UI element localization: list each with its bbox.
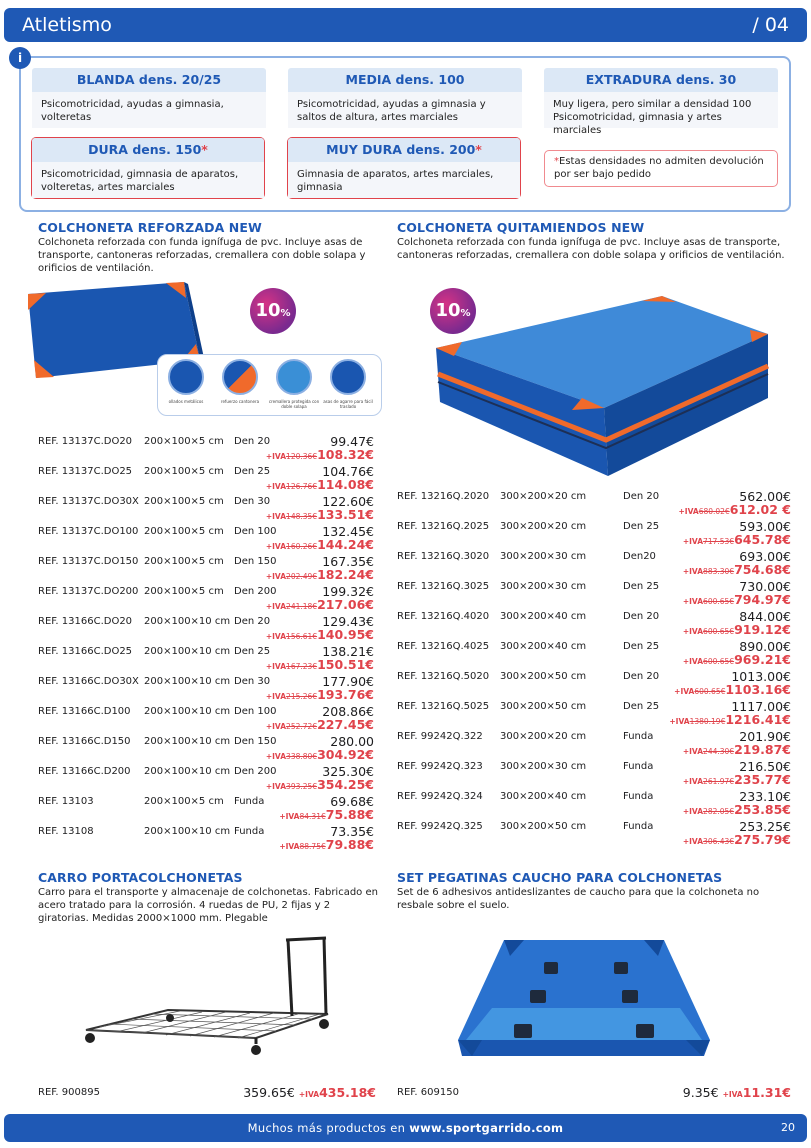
product-iva-price: +IVA338.80€304.92€ bbox=[265, 747, 374, 762]
carro-title: CARRO PORTACOLCHONETAS bbox=[38, 870, 243, 885]
eyelet-icon bbox=[168, 359, 204, 395]
product-ref: REF. 13166C.DO30X bbox=[38, 676, 139, 687]
feature-label: cremallera protegida con doble solapa bbox=[268, 399, 320, 409]
product-ref: REF. 13216Q.3020 bbox=[397, 551, 490, 562]
pegatinas-image bbox=[452, 936, 714, 1058]
pegatinas-title: SET PEGATINAS CAUCHO PARA COLCHONETAS bbox=[397, 870, 723, 885]
feature-label: refuerzo cantonera bbox=[220, 399, 260, 404]
info-icon: i bbox=[9, 47, 31, 69]
product-row bbox=[397, 819, 791, 849]
product-density: Den20 bbox=[623, 551, 656, 562]
product-ref: REF. 13137C.DO150 bbox=[38, 556, 139, 567]
product-row bbox=[38, 434, 374, 464]
product-ref: REF. 13137C.DO100 bbox=[38, 526, 139, 537]
product-density: Den 25 bbox=[623, 641, 660, 652]
product-iva-price: +IVA261.97€235.77€ bbox=[682, 772, 791, 787]
chapter-number: / 04 bbox=[752, 14, 789, 36]
quitamiendos-discount-badge: 10% bbox=[430, 288, 476, 334]
product-price: 129.43€ bbox=[322, 614, 374, 629]
corner-icon bbox=[222, 359, 258, 395]
product-dimensions: 300×200×30 cm bbox=[500, 551, 587, 562]
product-row bbox=[397, 669, 791, 699]
product-density: Den 30 bbox=[234, 676, 271, 687]
product-row bbox=[38, 524, 374, 554]
product-row bbox=[38, 824, 374, 854]
product-ref: REF. 13137C.DO30X bbox=[38, 496, 139, 507]
product-row bbox=[38, 674, 374, 704]
product-row bbox=[397, 729, 791, 759]
density-media bbox=[288, 68, 522, 128]
product-dimensions: 200×100×5 cm bbox=[144, 496, 224, 507]
product-iva-price: +IVA84.31€75.88€ bbox=[279, 807, 374, 822]
product-density: Funda bbox=[234, 826, 265, 837]
density-desc: Gimnasia de aparatos, artes marciales, gimnasia bbox=[288, 162, 520, 198]
product-iva-price: +IVA306.43€275.79€ bbox=[682, 832, 791, 847]
product-dimensions: 200×100×10 cm bbox=[144, 766, 231, 777]
product-dimensions: 300×200×50 cm bbox=[500, 671, 587, 682]
product-iva-price: +IVA282.05€253.85€ bbox=[682, 802, 791, 817]
product-dimensions: 300×200×30 cm bbox=[500, 581, 587, 592]
product-dimensions: 300×200×40 cm bbox=[500, 791, 587, 802]
product-row bbox=[38, 614, 374, 644]
product-density: Den 25 bbox=[234, 646, 271, 657]
product-density: Funda bbox=[623, 731, 654, 742]
product-ref: REF. 13137C.DO25 bbox=[38, 466, 133, 477]
header-bar bbox=[4, 8, 807, 42]
product-row bbox=[38, 794, 374, 824]
product-price: 1117.00€ bbox=[731, 699, 791, 714]
product-row bbox=[38, 734, 374, 764]
product-iva-price: +IVA88.75€79.88€ bbox=[279, 837, 374, 852]
product-iva-price: +IVA252.72€227.45€ bbox=[265, 717, 374, 732]
product-ref: REF. 13166C.DO25 bbox=[38, 646, 133, 657]
product-iva-price: +IVA1380.19€1216.41€ bbox=[669, 712, 791, 727]
product-density: Den 25 bbox=[234, 466, 271, 477]
product-density: Funda bbox=[623, 761, 654, 772]
product-iva-price: +IVA717.53€645.78€ bbox=[682, 532, 791, 547]
product-ref: REF. 99242Q.322 bbox=[397, 731, 483, 742]
product-row bbox=[38, 704, 374, 734]
product-price: 693.00€ bbox=[739, 549, 791, 564]
product-ref: REF. 99242Q.324 bbox=[397, 791, 483, 802]
density-desc: Psicomotricidad, ayudas a gimnasia y saltos de altura, artes marciales bbox=[288, 92, 522, 128]
product-row bbox=[38, 494, 374, 524]
product-density: Den 30 bbox=[234, 496, 271, 507]
reforzada-desc: Colchoneta reforzada con funda ignífuga de pvc. Incluye asas de transporte, cantoneras reforzadas, cremallera con doble solapa y orificios de ventilación. bbox=[38, 237, 366, 274]
product-dimensions: 300×200×40 cm bbox=[500, 611, 587, 622]
product-price: 562.00€ bbox=[739, 489, 791, 504]
product-row bbox=[397, 789, 791, 819]
product-ref: REF. 13166C.D150 bbox=[38, 736, 131, 747]
website-link[interactable]: www.sportgarrido.com bbox=[409, 1121, 564, 1135]
product-row bbox=[38, 464, 374, 494]
product-dimensions: 300×200×30 cm bbox=[500, 761, 587, 772]
zipper-icon bbox=[276, 359, 312, 395]
product-price: 730.00€ bbox=[739, 579, 791, 594]
product-dimensions: 200×100×5 cm bbox=[144, 436, 224, 447]
product-ref: REF. 13137C.DO200 bbox=[38, 586, 139, 597]
product-iva-price: +IVA244.30€219.87€ bbox=[682, 742, 791, 757]
product-density: Den 200 bbox=[234, 586, 277, 597]
feature-label: ollados metálicos bbox=[168, 399, 204, 404]
product-price: 167.35€ bbox=[322, 554, 374, 569]
return-note: *Estas densidades no admiten devolución por ser bajo pedido bbox=[544, 150, 778, 187]
product-iva-price: +IVA883.30€754.68€ bbox=[682, 562, 791, 577]
footer-bar bbox=[4, 1114, 807, 1142]
carro-desc: Carro para el transporte y almacenaje de colchonetas. Fabricado en acero tratado para la corrosión. 4 ruedas de PU, 2 fijas y 2 giratorias. Medidas 2000×1000 mm. Plegable bbox=[38, 887, 378, 924]
product-density: Den 20 bbox=[623, 671, 660, 682]
product-density: Den 20 bbox=[623, 611, 660, 622]
product-dimensions: 200×100×10 cm bbox=[144, 706, 231, 717]
product-price: 177.90€ bbox=[322, 674, 374, 689]
handle-icon bbox=[330, 359, 366, 395]
product-density: Den 150 bbox=[234, 736, 277, 747]
pegatinas-desc: Set de 6 adhesivos antideslizantes de caucho para que la colchoneta no resbale sobre el suelo. bbox=[397, 887, 760, 911]
reforzada-features-box bbox=[157, 354, 382, 416]
footer-text: Muchos más productos en www.sportgarrido.com bbox=[247, 1121, 564, 1135]
product-dimensions: 200×100×10 cm bbox=[144, 676, 231, 687]
product-dimensions: 300×200×20 cm bbox=[500, 731, 587, 742]
product-iva-price: +IVA156.61€140.95€ bbox=[265, 627, 374, 642]
product-iva-price: +IVA126.76€114.08€ bbox=[265, 477, 374, 492]
product-density: Den 20 bbox=[234, 436, 271, 447]
product-ref: REF. 13137C.DO20 bbox=[38, 436, 133, 447]
product-ref: REF. 13216Q.3025 bbox=[397, 581, 490, 592]
product-price: 132.45€ bbox=[322, 524, 374, 539]
carro-image bbox=[80, 934, 340, 1066]
quitamiendos-desc: Colchoneta reforzada con funda ignífuga de pvc. Incluye asas de transporte, cantoneras reforzadas, cremallera con doble solapa y orificios de ventilación. bbox=[397, 237, 785, 261]
product-dimensions: 200×100×5 cm bbox=[144, 526, 224, 537]
product-price: 216.50€ bbox=[739, 759, 791, 774]
product-iva-price: +IVA241.18€217.06€ bbox=[265, 597, 374, 612]
product-iva-price: +IVA160.26€144.24€ bbox=[265, 537, 374, 552]
density-muy-dura bbox=[287, 137, 521, 199]
product-ref: REF. 13216Q.4020 bbox=[397, 611, 490, 622]
quitamiendos-title: COLCHONETA QUITAMIENDOS NEW bbox=[397, 220, 645, 235]
product-dimensions: 200×100×5 cm bbox=[144, 556, 224, 567]
product-density: Den 25 bbox=[623, 701, 660, 712]
product-dimensions: 300×200×20 cm bbox=[500, 491, 587, 502]
quitamiendos-mat-image bbox=[432, 290, 772, 480]
product-dimensions: 200×100×10 cm bbox=[144, 616, 231, 627]
product-ref: REF. 13216Q.2025 bbox=[397, 521, 490, 532]
product-ref: REF. 13166C.DO20 bbox=[38, 616, 133, 627]
product-ref: REF. 13108 bbox=[38, 826, 94, 837]
product-iva-price: +IVA600.65€969.21€ bbox=[682, 652, 791, 667]
product-ref: REF. 13216Q.5020 bbox=[397, 671, 490, 682]
product-density: Den 200 bbox=[234, 766, 277, 777]
product-price: 99.47€ bbox=[330, 434, 374, 449]
product-dimensions: 300×200×50 cm bbox=[500, 701, 587, 712]
product-price: 233.10€ bbox=[739, 789, 791, 804]
product-density: Funda bbox=[234, 796, 265, 807]
product-density: Den 20 bbox=[234, 616, 271, 627]
product-density: Den 25 bbox=[623, 581, 660, 592]
product-dimensions: 300×200×50 cm bbox=[500, 821, 587, 832]
carro-prices: 359.65€ +IVA435.18€ bbox=[243, 1085, 376, 1100]
product-price: 199.32€ bbox=[322, 584, 374, 599]
product-ref: REF. 13216Q.2020 bbox=[397, 491, 490, 502]
product-dimensions: 200×100×10 cm bbox=[144, 736, 231, 747]
product-price: 122.60€ bbox=[322, 494, 374, 509]
feature-label: asas de agarre para fácil traslado bbox=[323, 399, 373, 409]
product-iva-price: +IVA215.26€193.76€ bbox=[265, 687, 374, 702]
product-row bbox=[397, 699, 791, 729]
product-price: 104.76€ bbox=[322, 464, 374, 479]
product-density: Den 150 bbox=[234, 556, 277, 567]
product-iva-price: +IVA600.65€1103.16€ bbox=[674, 682, 791, 697]
product-iva-price: +IVA600.65€919.12€ bbox=[682, 622, 791, 637]
pegatinas-prices: 9.35€ +IVA11.31€ bbox=[682, 1085, 791, 1100]
product-price: 325.30€ bbox=[322, 764, 374, 779]
density-name: MUY DURA dens. 200* bbox=[288, 138, 520, 162]
product-iva-price: +IVA148.35€133.51€ bbox=[265, 507, 374, 522]
product-density: Funda bbox=[623, 791, 654, 802]
product-dimensions: 300×200×40 cm bbox=[500, 641, 587, 652]
product-dimensions: 200×100×5 cm bbox=[144, 796, 224, 807]
density-extradura bbox=[544, 68, 778, 136]
product-ref: REF. 13216Q.4025 bbox=[397, 641, 490, 652]
product-row bbox=[397, 759, 791, 789]
product-ref: REF. 99242Q.323 bbox=[397, 761, 483, 772]
product-iva-price: +IVA120.36€108.32€ bbox=[265, 447, 374, 462]
product-ref: REF. 99242Q.325 bbox=[397, 821, 483, 832]
product-price: 73.35€ bbox=[330, 824, 374, 839]
product-price: 280.00 bbox=[330, 734, 374, 749]
product-ref: REF. 13216Q.5025 bbox=[397, 701, 490, 712]
product-price: 138.21€ bbox=[322, 644, 374, 659]
density-blanda bbox=[32, 68, 266, 128]
product-row bbox=[397, 519, 791, 549]
density-desc: Muy ligera, pero similar a densidad 100 Psicomotricidad, gimnasia y artes marciales bbox=[544, 92, 778, 128]
density-name: MEDIA dens. 100 bbox=[288, 68, 522, 92]
pegatinas-ref: REF. 609150 bbox=[397, 1087, 459, 1098]
product-dimensions: 200×100×5 cm bbox=[144, 586, 224, 597]
density-dura bbox=[31, 137, 265, 199]
carro-ref: REF. 900895 bbox=[38, 1087, 100, 1098]
product-iva-price: +IVA600.65€794.97€ bbox=[682, 592, 791, 607]
product-density: Den 100 bbox=[234, 526, 277, 537]
page-number: 20 bbox=[781, 1121, 795, 1134]
product-price: 593.00€ bbox=[739, 519, 791, 534]
density-name: DURA dens. 150* bbox=[32, 138, 264, 162]
product-row bbox=[397, 489, 791, 519]
product-density: Den 25 bbox=[623, 521, 660, 532]
product-density: Funda bbox=[623, 821, 654, 832]
product-price: 253.25€ bbox=[739, 819, 791, 834]
product-dimensions: 200×100×10 cm bbox=[144, 826, 231, 837]
product-row bbox=[397, 549, 791, 579]
product-row bbox=[397, 579, 791, 609]
product-iva-price: +IVA393.25€354.25€ bbox=[265, 777, 374, 792]
product-price: 201.90€ bbox=[739, 729, 791, 744]
product-ref: REF. 13166C.D200 bbox=[38, 766, 131, 777]
product-row bbox=[38, 644, 374, 674]
product-price: 208.86€ bbox=[322, 704, 374, 719]
product-price: 1013.00€ bbox=[731, 669, 791, 684]
product-ref: REF. 13166C.D100 bbox=[38, 706, 131, 717]
product-price: 890.00€ bbox=[739, 639, 791, 654]
product-row bbox=[397, 639, 791, 669]
density-name: EXTRADURA dens. 30 bbox=[544, 68, 778, 92]
product-iva-price: +IVA680.02€612.02 € bbox=[678, 502, 791, 517]
product-row bbox=[397, 609, 791, 639]
density-name: BLANDA dens. 20/25 bbox=[32, 68, 266, 92]
product-row bbox=[38, 554, 374, 584]
product-iva-price: +IVA167.23€150.51€ bbox=[265, 657, 374, 672]
product-ref: REF. 13103 bbox=[38, 796, 94, 807]
reforzada-discount-badge: 10% bbox=[250, 288, 296, 334]
density-desc: Psicomotricidad, ayudas a gimnasia, volteretas bbox=[32, 92, 266, 128]
product-dimensions: 300×200×20 cm bbox=[500, 521, 587, 532]
density-desc: Psicomotricidad, gimnasia de aparatos, volteretas, artes marciales bbox=[32, 162, 264, 198]
product-price: 69.68€ bbox=[330, 794, 374, 809]
product-dimensions: 200×100×5 cm bbox=[144, 466, 224, 477]
product-iva-price: +IVA202.49€182.24€ bbox=[265, 567, 374, 582]
product-row bbox=[38, 764, 374, 794]
product-density: Den 100 bbox=[234, 706, 277, 717]
reforzada-title: COLCHONETA REFORZADA NEW bbox=[38, 220, 262, 235]
product-row bbox=[38, 584, 374, 614]
product-dimensions: 200×100×10 cm bbox=[144, 646, 231, 657]
page-title: Atletismo bbox=[22, 14, 112, 36]
product-price: 844.00€ bbox=[739, 609, 791, 624]
product-density: Den 20 bbox=[623, 491, 660, 502]
